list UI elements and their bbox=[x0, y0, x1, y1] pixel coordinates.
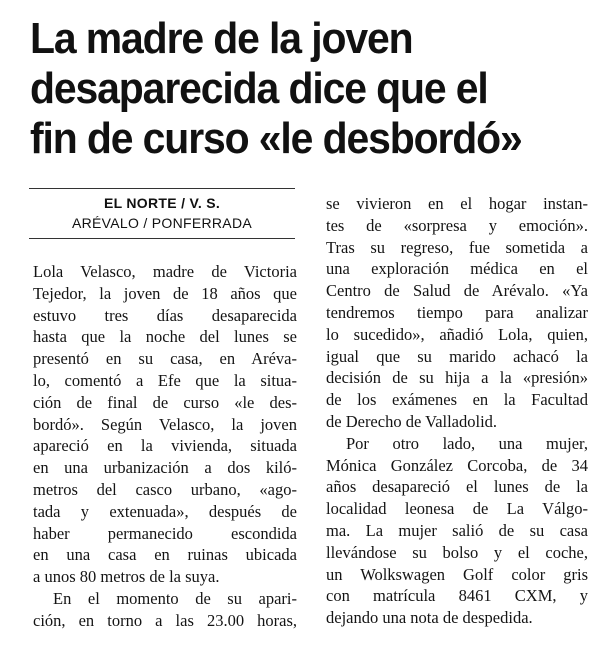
text-line: tada y extenuada», después de bbox=[33, 501, 297, 521]
text-line: igual que su marido achacó la bbox=[326, 346, 588, 366]
text-line: un Wolkswagen Golf color gris bbox=[326, 564, 588, 584]
paragraph bbox=[326, 433, 588, 629]
text-line: lo, comentó a Efe que la situa- bbox=[33, 370, 297, 390]
text-line: bordó». Según Velasco, la joven bbox=[33, 414, 297, 434]
text-line: Centro de Salud de Arévalo. «Ya bbox=[326, 281, 588, 301]
text-line: de Derecho de Valladolid. bbox=[326, 411, 498, 431]
text-line: en una urbanización a dos kiló- bbox=[33, 458, 297, 478]
text-line: lo sucedido», añadió Lola, quien, bbox=[326, 324, 588, 344]
paragraph bbox=[326, 193, 588, 433]
text-line: tes de «sorpresa y emoción». bbox=[326, 215, 588, 235]
text-line: estuvo tres días desaparecida bbox=[33, 305, 297, 325]
headline-line: La madre de la joven bbox=[30, 14, 413, 63]
byline-place: ARÉVALO / PONFERRADA bbox=[71, 215, 252, 231]
text-line: tendremos tiempo para analizar bbox=[326, 302, 588, 322]
text-line: Lola Velasco, madre de Victoria bbox=[33, 262, 297, 281]
text-line: decisión de su hija a la «presión» bbox=[326, 368, 588, 388]
text-line: localidad leonesa de La Válgo- bbox=[326, 499, 588, 519]
text-line: a unos 80 metros de la suya. bbox=[33, 567, 220, 587]
text-line: se vivieron en el hogar instan- bbox=[326, 194, 588, 213]
text-line: Tras su regreso, fue sometida a bbox=[326, 237, 588, 257]
text-line: Mónica González Corcoba, de 34 bbox=[326, 455, 588, 475]
text-line: En el momento de su apari- bbox=[53, 588, 297, 608]
paragraph bbox=[33, 588, 297, 632]
headline bbox=[30, 14, 562, 164]
text-line: con matrícula 8461 CXM, y bbox=[326, 586, 588, 606]
text-line: de los exámenes en la Facultad bbox=[326, 390, 588, 410]
text-line: haber permanecido escondida bbox=[33, 523, 297, 543]
text-line: años desapareció el lunes de la bbox=[326, 477, 588, 497]
text-line: Por otro lado, una mujer, bbox=[346, 433, 588, 453]
text-line: apareció en la vivienda, situada bbox=[33, 436, 297, 456]
headline-line: fin de curso «le desbordó» bbox=[30, 114, 522, 163]
byline-author: EL NORTE / V. S. bbox=[103, 195, 221, 211]
text-line: ma. La mujer salió de su casa bbox=[326, 520, 588, 540]
text-line: dejando una nota de despedida. bbox=[326, 608, 533, 628]
text-line: Tejedor, la joven de 18 años que bbox=[33, 283, 297, 303]
paragraph bbox=[33, 261, 297, 588]
headline-line: desaparecida dice que el bbox=[30, 64, 488, 113]
article-column-right bbox=[326, 193, 588, 629]
text-line: una exploración médica en el bbox=[326, 259, 588, 279]
text-line: ción de final de curso «le des- bbox=[33, 392, 297, 412]
text-line: metros del casco urbano, «ago- bbox=[33, 479, 297, 499]
text-line: llevándose su bolso y el coche, bbox=[326, 542, 588, 562]
text-line: ción, en torno a las 23.00 horas, bbox=[33, 610, 297, 630]
text-line: en una casa en ruinas ubicada bbox=[33, 545, 297, 565]
article-column-left bbox=[33, 261, 297, 632]
text-line: presentó en su casa, en Aréva- bbox=[33, 349, 297, 369]
byline bbox=[29, 188, 295, 239]
text-line: hasta que la noche del lunes se bbox=[33, 327, 297, 347]
